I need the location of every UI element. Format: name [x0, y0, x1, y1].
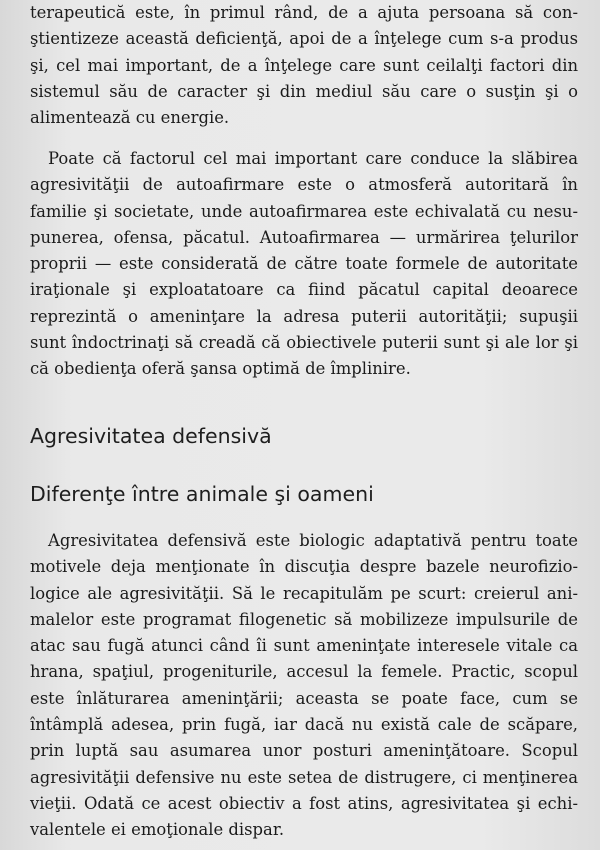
paragraph-authoritarian-atmosphere [30, 146, 578, 383]
text-line: agresivităţii de autoafirmare este o atmosferă autoritară în [30, 175, 578, 195]
text-line: logice ale agresivităţii. Să le recapitulăm pe scurt: creierul ani- [30, 583, 578, 603]
text-line: agresivităţii defensive nu este setea de distrugere, ci menţinerea [30, 767, 578, 787]
text-line: sistemul său de caracter şi din mediul său care o susţin şi o [30, 81, 578, 101]
text-line: terapeutică este, în primul rând, de a ajuta persoana să con- [30, 3, 578, 22]
text-line: alimentează cu energie. [30, 108, 230, 128]
text-line: iraţionale şi exploatatoare ca fiind păcatul capital deoarece [30, 280, 578, 300]
text-line: familie şi societate, unde autoafirmarea este echivalată cu nesu- [30, 201, 578, 221]
text-line: motivele deja menţionate în discuţia despre bazele neurofizio- [30, 557, 578, 577]
paragraph-continuation [30, 0, 578, 131]
text-line: sunt îndoctrinaţi să creadă că obiectivele puterii sunt şi ale lor şi [30, 333, 578, 353]
text-line: Agresivitatea defensivă este biologic adaptativă pentru toate [48, 531, 578, 550]
text-line: prin luptă sau asumarea unor posturi ameninţătoare. Scopul [30, 741, 578, 761]
text-line: Poate că factorul cel mai important care conduce la slăbirea [48, 149, 578, 168]
text-line: este înlăturarea ameninţării; aceasta se poate face, cum se [30, 688, 578, 708]
text-line: ştientizeze această deficienţă, apoi de a înţelege cum s-a produs [30, 29, 578, 49]
text-line: atac sau fugă atunci când îi sunt ameninţate interesele vitale ca [30, 636, 578, 656]
text-line: întâmplă adesea, prin fugă, iar dacă nu există cale de scăpare, [30, 715, 578, 735]
text-line: vieţii. Odată ce acest obiectiv a fost atins, agresivitatea şi echi- [30, 793, 578, 813]
text-line: punerea, ofensa, păcatul. Autoafirmarea — urmărirea ţelurilor [30, 227, 578, 247]
text-line: că obedienţa oferă şansa optimă de împlinire. [30, 359, 411, 379]
paragraph-defensive-aggression [30, 528, 578, 844]
text-line: proprii — este considerată de către toate formele de autoritate [30, 254, 578, 274]
text-line: hrana, spaţiul, progeniturile, accesul la femele. Practic, scopul [30, 662, 578, 682]
text-line: reprezintă o ameninţare la adresa puterii autorităţii; supuşii [30, 306, 578, 326]
text-line: şi, cel mai important, de a înţelege care sunt ceilalţi factori din [30, 55, 578, 75]
subsection-heading: Diferenţe între animale şi oameni [30, 482, 374, 506]
text-line: malelor este programat filogenetic să mobilizeze impulsurile de [30, 609, 578, 629]
text-line: valentele ei emoţionale dispar. [30, 820, 285, 840]
section-heading: Agresivitatea defensivă [30, 424, 272, 448]
